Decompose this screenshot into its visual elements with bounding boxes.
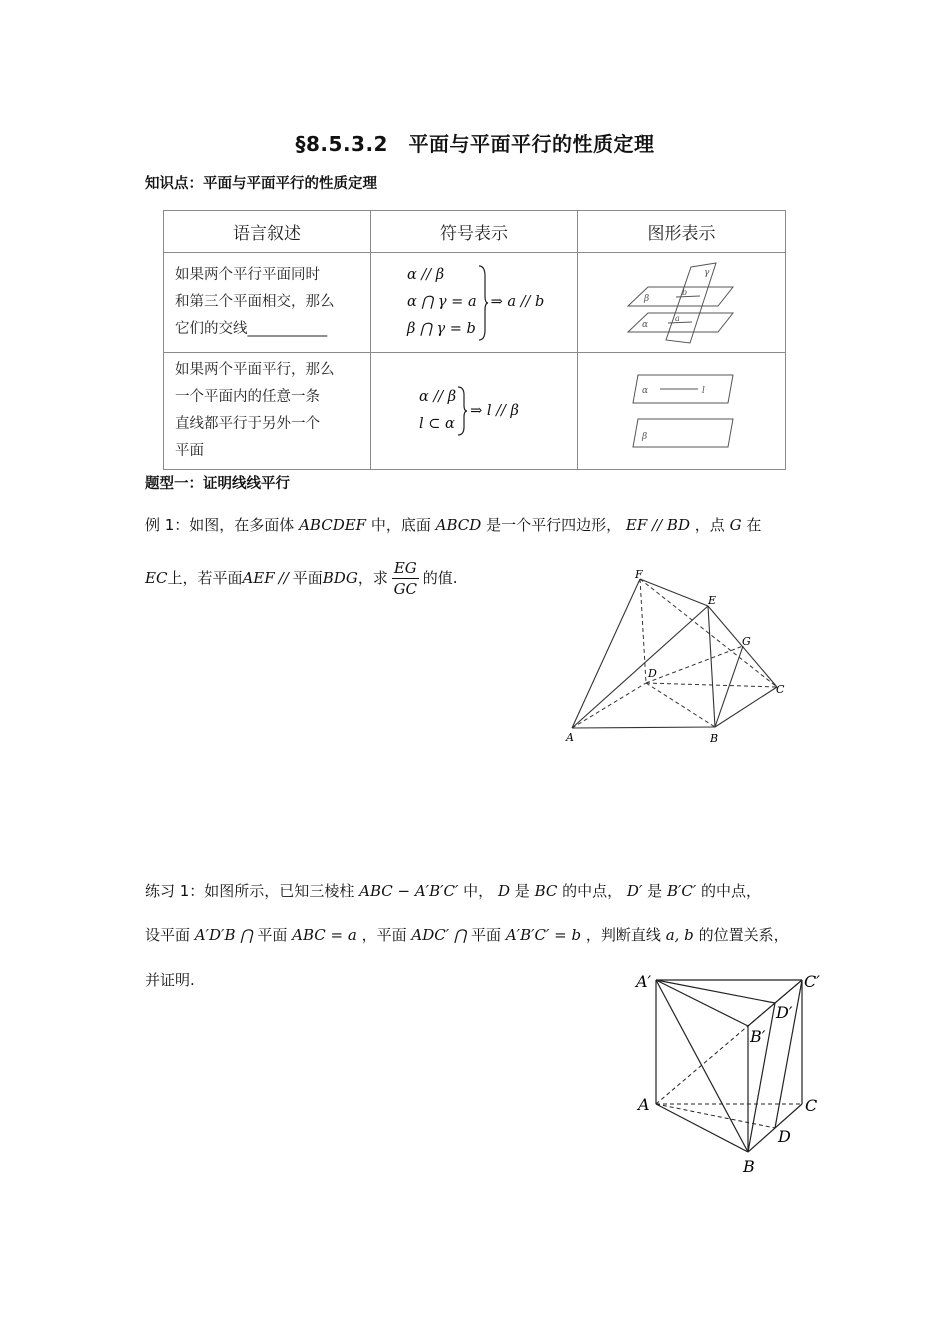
fig-label: α [642,386,649,396]
row2-line: 一个平面内的任意一条 [175,389,320,405]
intersecting-planes-figure [578,253,785,348]
fig-label: α [642,320,649,330]
math: AEF [242,569,275,587]
row2-line: 平面 [175,443,204,459]
math: ABC − A′B′C′ [359,882,459,900]
vertex-label: D′ [776,1003,793,1022]
vertex-label: C [805,1096,818,1115]
row1-sym: α // β [407,267,445,283]
row2-sym: α // β [419,389,457,405]
vertex-label: B [743,1157,755,1176]
math: ABCDEF [299,516,367,534]
text: 的值. [422,569,458,587]
type1-heading: 题型一：证明线线平行 [145,476,290,492]
table-row [164,353,786,470]
text: 练习 1：如图所示，已知三棱柱 [145,882,355,900]
table-header-row [164,211,786,253]
math: BC [534,882,558,900]
math: BD [666,516,690,534]
math: a, b [665,926,694,944]
text: 是一个平行四边形， [486,516,622,534]
row2-symbol [371,353,578,470]
row1-sym: α ⋂ γ = a [407,294,477,310]
exercise1-line1 [145,880,761,902]
vertex-label: C′ [804,972,820,991]
text: 是 [647,882,663,900]
row2-line: 直线都平行于另外一个 [175,416,320,432]
table-row [164,253,786,353]
text: 例 1：如图，在多面体 [145,516,295,534]
math: G [729,516,742,534]
text: 的中点， [701,882,762,900]
theorem-table [163,210,786,470]
row1-sym: β ⋂ γ = b [407,321,476,337]
math: D′ [626,882,643,900]
text: 是 [514,882,530,900]
math: EF [625,516,648,534]
header-language: 语言叙述 [164,211,371,253]
text: ，判断直线 [585,926,661,944]
numerator: EG [393,558,417,577]
row1-line: 它们的交线___________ [175,321,328,337]
brace-icon [477,264,489,342]
math: ABCD [435,516,482,534]
text: 中，底面 [370,516,431,534]
vertex-label: C [776,683,785,696]
parallel-planes-figure [578,353,785,465]
vertex-label: B [710,732,719,745]
math: ABC = a [292,926,357,944]
row1-line: 和第三个平面相交，那么 [175,294,335,310]
denominator: GC [393,579,418,598]
text: 设平面 [145,926,191,944]
row1-language [164,253,371,353]
triangular-prism-figure [630,962,830,1182]
header-symbol: 符号表示 [371,211,578,253]
vertex-label: D [648,667,657,680]
text: 中， [463,882,494,900]
fig-label: β [644,294,650,304]
knowledge-heading: 知识点：平面与平面平行的性质定理 [145,176,377,192]
fig-label: b [682,288,688,297]
text: 平面 [471,926,502,944]
fig-label: a [675,314,680,323]
row1-result: ⇒ a // b [490,294,545,310]
row2-result: ⇒ l // β [470,402,519,419]
exercise1-line3: 并证明. [145,971,195,989]
fig-label: γ [704,268,710,278]
text: ，平面 [361,926,407,944]
row1-figure [578,253,786,353]
vertex-label: A [638,1095,650,1114]
math: ADC′ [411,926,450,944]
text: 平面 [257,926,288,944]
math: B′C′ [666,882,697,900]
row2-language [164,353,371,470]
brace-icon [456,385,468,437]
text: 的中点， [562,882,623,900]
row2-figure [578,353,786,470]
row2-sym: l ⊂ α [419,416,455,432]
math: // [278,569,289,587]
example1-line2 [145,556,458,600]
text: 在 [746,516,762,534]
text: ，点 [694,516,725,534]
row1-line: 如果两个平行平面同时 [175,267,320,283]
vertex-label: D [778,1127,791,1146]
vertex-label: A′ [636,972,652,991]
math: A′D′B [194,926,236,944]
vertex-label: F [635,568,643,581]
page-title: §8.5.3.2 平面与平面平行的性质定理 [295,132,655,156]
vertex-label: A [566,731,574,744]
vertex-label: E [708,594,717,607]
vertex-label: G [742,635,751,648]
polyhedron-figure [560,566,800,750]
vertex-label: B′ [750,1027,766,1046]
math: D [497,882,510,900]
text: 平面 [292,569,323,587]
example1-line1 [145,514,761,536]
row1-symbol [371,253,578,353]
text: 上，若平面 [167,569,243,587]
math: ⋂ [240,926,253,944]
math: BDG [322,569,358,587]
exercise1-line2 [145,924,789,946]
header-figure: 图形表示 [578,211,786,253]
row2-line: 如果两个平面平行，那么 [175,362,335,378]
math: // [652,516,663,534]
fig-label: β [642,432,648,442]
fraction-eg-gc [392,558,419,599]
text: 的位置关系， [698,926,789,944]
math: A′B′C′ = b [505,926,582,944]
fig-label: l [702,386,705,396]
math: ⋂ [453,926,467,944]
math: EC [145,569,168,587]
text: ，求 [357,569,388,587]
